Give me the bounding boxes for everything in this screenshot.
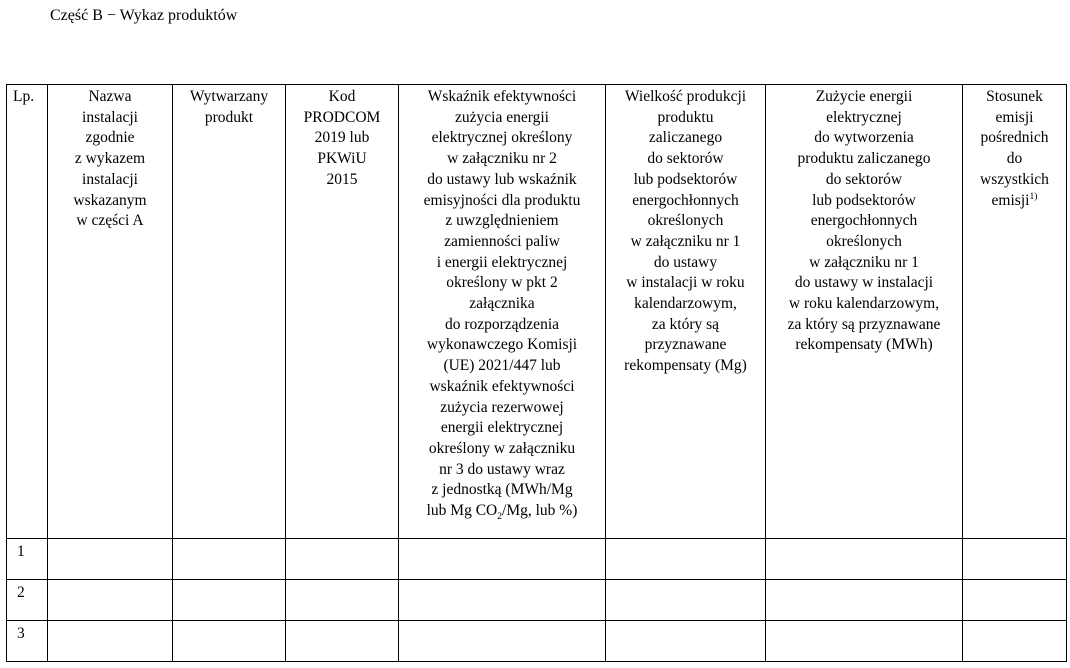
header-text-line: Wielkość produkcji — [624, 88, 747, 105]
header-text-line: zamienności paliw — [444, 232, 560, 250]
footnote-marker: 1) — [1029, 190, 1038, 202]
header-text-line: wskaźnik efektywności — [429, 377, 575, 395]
header-text-line: PKWiU — [317, 150, 367, 168]
header-text-line: energochłonnych — [632, 191, 739, 209]
header-text-line: przyznawane — [644, 336, 727, 354]
header-text-line: zużycia energii — [455, 108, 549, 126]
header-text-line: w instalacji w roku — [626, 274, 745, 292]
header-text-line: Stosunek — [986, 88, 1043, 105]
header-text-line: do wytworzenia — [814, 129, 914, 147]
empty-cell-zuzycie — [766, 621, 963, 662]
column-header-nazwa — [48, 85, 173, 539]
empty-cell-wskaznik — [399, 621, 606, 662]
header-text-line: produktu zaliczanego — [797, 150, 931, 168]
header-text-line: zużycia rezerwowej — [440, 398, 564, 416]
header-text-line: Wskaźnik efektywności — [427, 88, 577, 105]
column-header-produkt — [173, 85, 286, 539]
header-text-line: do sektorów — [825, 170, 903, 188]
table-row — [7, 621, 1067, 662]
header-text-line: załącznika — [469, 295, 535, 313]
table-row — [7, 580, 1067, 621]
header-text-line: lub podsektorów — [633, 170, 738, 188]
header-text-line: instalacji — [82, 108, 138, 126]
column-header-kod — [286, 85, 399, 539]
header-text-line: do sektorów — [647, 150, 724, 168]
column-header-zuzycie — [766, 85, 963, 539]
header-text-line: produktu — [657, 108, 714, 126]
empty-cell-stosunek — [963, 539, 1067, 580]
empty-cell-wskaznik — [399, 580, 606, 621]
header-text-line: elektrycznej określony — [431, 129, 573, 147]
header-text-line: z jednostką (MWh/Mg — [431, 481, 573, 499]
empty-cell-kod — [286, 621, 399, 662]
header-text-line: zaliczanego — [648, 129, 723, 147]
header-text-line: określony w pkt 2 — [446, 274, 558, 292]
header-text-line: do rozporządzenia — [444, 315, 560, 333]
header-text-line: produkt — [204, 108, 254, 126]
empty-cell-produkt — [173, 539, 286, 580]
header-text-line: 2019 lub — [314, 129, 370, 147]
table-body — [7, 539, 1067, 662]
empty-cell-wielkosc — [606, 621, 766, 662]
header-text-line: wszystkich — [980, 170, 1049, 188]
header-text-line: wykonawczego Komisji — [426, 336, 578, 354]
row-number-cell: 1 — [7, 539, 48, 580]
header-text-line: pośrednich — [980, 129, 1049, 147]
empty-cell-nazwa — [48, 621, 173, 662]
header-text-line: wskazanym — [73, 191, 147, 209]
header-text-segment: emisji — [991, 191, 1030, 209]
header-text-line: Wytwarzany — [189, 88, 269, 105]
table-row — [7, 539, 1067, 580]
column-header-stosunek — [963, 85, 1067, 539]
header-text-line: w załączniku nr 1 — [630, 232, 741, 250]
header-text-line: kalendarzowym, — [634, 295, 737, 313]
header-text-line: do — [1006, 150, 1023, 168]
header-text-line: określonych — [647, 212, 724, 230]
header-text-line: w załączniku nr 1 — [809, 253, 919, 271]
header-text-line: rekompensaty (Mg) — [624, 357, 747, 375]
header-text-line: nr 3 do ustawy wraz — [439, 460, 565, 478]
header-text-line: energochłonnych — [810, 212, 918, 230]
products-table — [6, 84, 1067, 662]
subscript: 2 — [497, 511, 503, 523]
empty-cell-produkt — [173, 621, 286, 662]
header-text-line: Nazwa — [88, 88, 132, 105]
header-text-line: do ustawy — [653, 253, 718, 271]
header-text-line: 2015 — [326, 170, 358, 188]
header-text-line: Kod — [328, 88, 356, 105]
header-text-segment: /Mg, lub %) — [502, 502, 578, 520]
header-text-line: określonych — [826, 232, 902, 250]
header-text-line: energii elektrycznej — [440, 419, 564, 437]
header-text-line: za który są przyznawane — [787, 315, 941, 333]
empty-cell-wielkosc — [606, 580, 766, 621]
header-text-segment: lub Mg CO — [426, 502, 498, 520]
column-header-lp — [7, 85, 48, 539]
header-text-line: rekompensaty (MWh) — [795, 336, 933, 354]
row-number-cell: 2 — [7, 580, 48, 621]
header-text-line: Lp. — [13, 88, 35, 105]
header-text-line: Zużycie energii — [815, 88, 913, 105]
header-text-line — [963, 191, 1066, 212]
header-text-line: instalacji — [82, 170, 138, 188]
empty-cell-produkt — [173, 580, 286, 621]
header-text-line: w roku kalendarzowym, — [788, 295, 940, 313]
header-text-line: emisyjności dla produktu — [423, 191, 581, 209]
header-text-line: i energii elektrycznej — [436, 253, 568, 271]
column-header-wielkosc — [606, 85, 766, 539]
header-text-line: (UE) 2021/447 lub — [443, 357, 561, 375]
section-title: Część B − Wykaz produktów — [50, 7, 238, 24]
header-text-line: z wykazem — [74, 150, 146, 168]
header-text-line: określony w załączniku — [428, 439, 576, 457]
header-text-line: PRODCOM — [303, 108, 381, 126]
header-text-line: w części A — [76, 212, 144, 230]
empty-cell-wielkosc — [606, 539, 766, 580]
empty-cell-stosunek — [963, 580, 1067, 621]
header-text-line: emisji — [995, 108, 1034, 126]
header-text-line: lub podsektorów — [812, 191, 916, 209]
header-text-line: z uwzględnieniem — [445, 212, 559, 230]
empty-cell-kod — [286, 539, 399, 580]
empty-cell-zuzycie — [766, 539, 963, 580]
empty-cell-zuzycie — [766, 580, 963, 621]
empty-cell-wskaznik — [399, 539, 606, 580]
header-text-line: za który są — [651, 315, 720, 333]
empty-cell-nazwa — [48, 580, 173, 621]
row-number-cell: 3 — [7, 621, 48, 662]
header-text-line: do ustawy w instalacji — [794, 274, 934, 292]
header-text-line: zgodnie — [85, 129, 135, 147]
empty-cell-nazwa — [48, 539, 173, 580]
header-text-line: w załączniku nr 2 — [447, 150, 557, 168]
empty-cell-kod — [286, 580, 399, 621]
empty-cell-stosunek — [963, 621, 1067, 662]
header-text-line — [399, 501, 605, 522]
column-header-wskaznik — [399, 85, 606, 539]
header-text-line: do ustawy lub wskaźnik — [427, 170, 577, 188]
header-text-line: elektrycznej — [826, 108, 902, 126]
table-header-row — [7, 85, 1067, 539]
